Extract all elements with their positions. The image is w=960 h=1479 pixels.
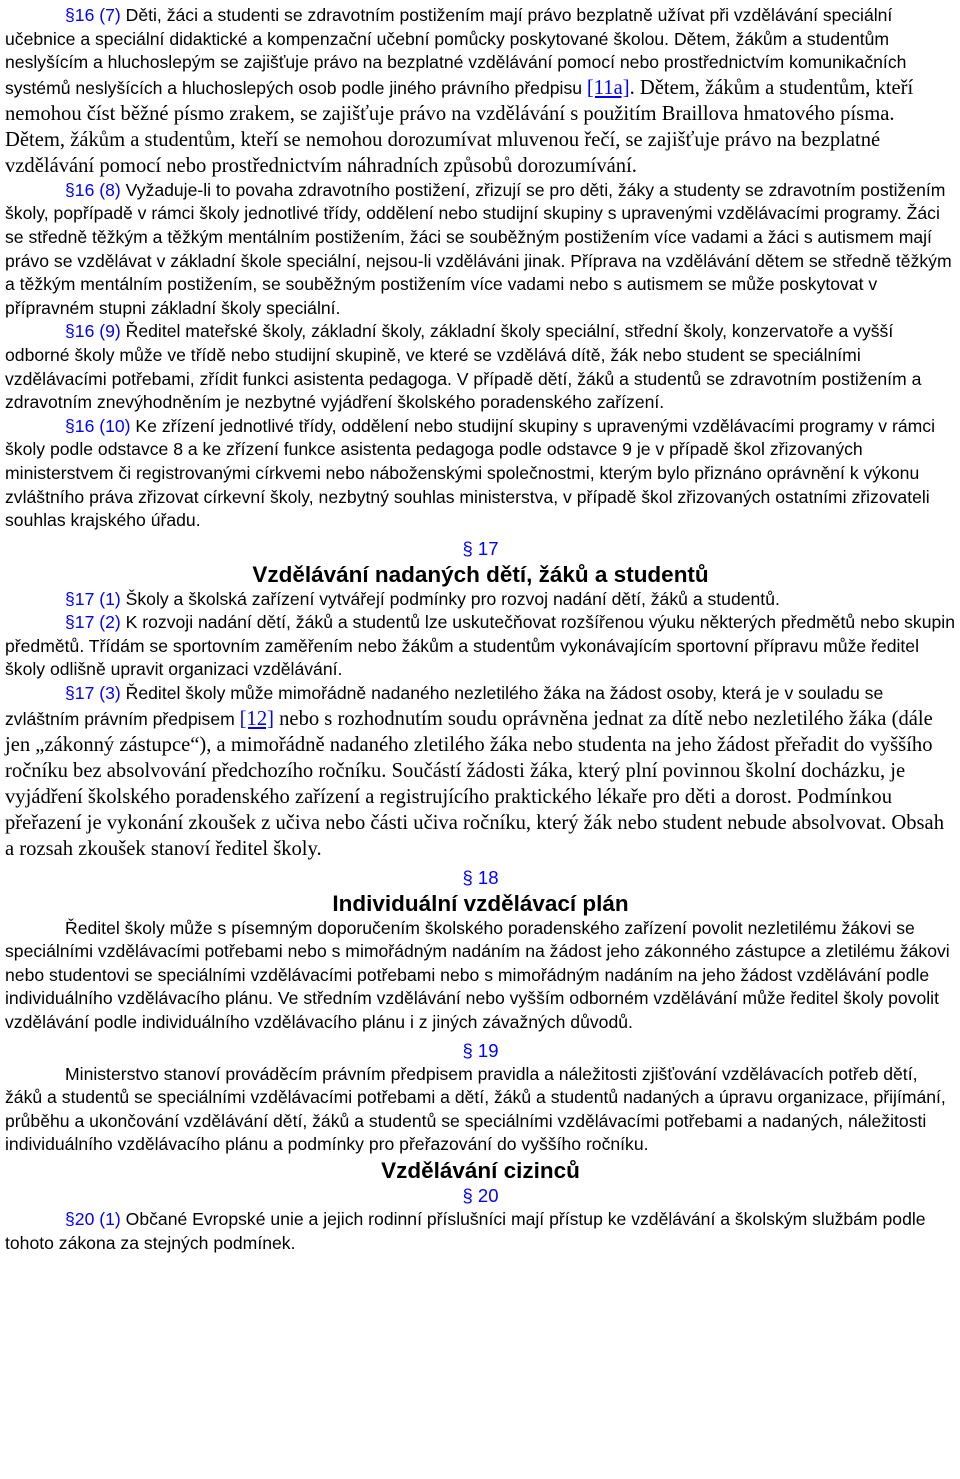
paragraph-text: Ředitel mateřské školy, základní školy, základní školy speciální, střední školy, konzervatoře a vyšší odborné školy může ve třídě nebo studijní skupině, ve které se vzdělává dítě, žák nebo student se speciálními vzdělávacími potřebami, zřídit funkci asistenta pedagoga. V případě dětí, žáků a studentů se zdravotním postižením a zdravotním znevýhodněním je nezbytné vyjádření školského poradenského zařízení. (5, 321, 922, 413)
section-title-20: Vzdělávání cizinců (381, 1158, 580, 1183)
paragraph-text: Občané Evropské unie a jejich rodinní příslušníci mají přístup ke vzdělávání a školským službám podle tohoto zákona za stejných podmínek. (5, 1209, 926, 1253)
paragraph-text: Ministerstvo stanoví prováděcím právním předpisem pravidla a náležitosti zjišťování vzdělávacích potřeb dětí, žáků a studentů se speciálními vzdělávacími potřebami a dětí, žáků a studentů nadaných a úpravu organizace, přijímání, průběhu a ukončování vzdělávání dětí, žáků a studentů se speciálními vzdělávacími potřebami a nadaných, náležitosti individuálního vzdělávacího plánu a podmínky pro přeřazování do vyššího ročníku. (5, 1063, 946, 1155)
paragraph-18 (5, 917, 956, 1035)
section-ref[interactable]: §17 (2) (65, 612, 121, 633)
paragraph-text: Ředitel školy může s písemným doporučením školského poradenského zařízení povolit nezletilému žákovi se speciálními vzdělávacími potřebami nebo s mimořádným nadáním na žádost jeho zákonného zástupce a zletilému žákovi nebo studentovi se speciálními vzdělávacími potřebami nebo s mimořádným nadáním na jeho žádost vzdělávání podle individuálního vzdělávacího plánu. Ve středním vzdělávání nebo vyšším odborném vzdělávání může ředitel školy povolit vzdělávání podle individuálního vzdělávacího plánu i z jiných závažných důvodů. (5, 917, 950, 1033)
paragraph-text: Vyžaduje-li to povaha zdravotního postižení, zřizují se pro děti, žáky a studenty se zdravotním postižením školy, popřípadě v rámci školy jednotlivé třídy, oddělení nebo studijní skupiny s upravenými vzdělávacími programy. Žáci se středně těžkým a těžkým mentálním postižením, žáci se souběžným postižením více vadami a žáci s autismem mají právo se vzdělávat v základní škole speciální, nejsou-li vzděláváni jinak. Příprava na vzdělávání dětem se středně těžkým a těžkým mentálním postižením, se souběžným postižením více vadami nebo s autismem se může poskytovat v přípravném stupni základní školy speciální. (5, 179, 952, 318)
paragraph-text: K rozvoji nadání dětí, žáků a studentů lze uskutečňovat rozšířenou výuku některých předmětů nebo skupin předmětů. Třídám se sportovním zaměřením nebo žákům a studentům vykonávajícím sportovní přípravu může ředitel školy odlišně upravit organizaci vzdělávání. (5, 612, 955, 680)
paragraph-16-7 (5, 4, 956, 179)
paragraph-17-1 (5, 588, 956, 612)
paragraph-text: Ke zřízení jednotlivé třídy, oddělení nebo studijní skupiny s upravenými vzdělávacími programy v rámci školy podle odstavce 8 a ke zřízení funkce asistenta pedagoga podle odstavce 9 je v případě škol zřizovaných ministerstvem či registrovanými církvemi nebo náboženskými společnostmi, kterým bylo přiznáno oprávnění k výkonu zvláštního práva zřizovat církevní školy, nezbytný souhlas ministerstva, v případě škol zřizovaných ostatními zřizovateli souhlas krajského úřadu. (5, 415, 935, 531)
section-ref[interactable]: §16 (9) (65, 321, 121, 342)
section-ref[interactable]: §17 (1) (65, 588, 121, 609)
paragraph-text: Ředitel školy může mimořádně nadaného nezletilého žáka na žádost osoby, která je v souladu se zvláštním právním předpisem (5, 683, 884, 729)
section-title-18: Individuální vzdělávací plán (332, 890, 629, 916)
paragraph-19 (5, 1063, 956, 1157)
section-number-19[interactable]: § 19 (462, 1039, 499, 1061)
paragraph-text: Školy a školská zařízení vytvářejí podmínky pro rozvoj nadání dětí, žáků a studentů. (120, 588, 780, 609)
paragraph-17-2 (5, 611, 956, 682)
footnote-link[interactable]: [12] (239, 707, 274, 730)
section-title-17: Vzdělávání nadaných dětí, žáků a studentů (252, 561, 709, 587)
paragraph-16-9 (5, 320, 956, 414)
section-number-18[interactable]: § 18 (462, 866, 499, 888)
footnote-link[interactable]: [11a] (586, 76, 630, 99)
paragraph-17-3 (5, 682, 956, 862)
section-ref[interactable]: §16 (7) (65, 5, 121, 25)
paragraph-16-10 (5, 415, 956, 533)
section-ref[interactable]: §16 (10) (65, 415, 131, 436)
section-ref[interactable]: §20 (1) (65, 1209, 121, 1229)
paragraph-text-serif: . Dětem, žákům a studentům, kteří nemohou číst běžné písmo zrakem, se zajišťuje právo na vzdělávání s použitím Braillova hmatového písma. Dětem, žákům a studentům, kteří se nemohou dorozumívat mluvenou řečí, se zajišťuje právo na bezplatné vzdělávání pomocí nebo prostřednictvím náhradních způsobů dorozumívání. (5, 76, 914, 177)
paragraph-text: Děti, žáci a studenti se zdravotním postižením mají právo bezplatně užívat při vzdělávání speciální učebnice a speciální didaktické a kompenzační učební pomůcky poskytované školou. Dětem, žákům a studentům neslyšícím a hluchoslepým se zajišťuje právo na bezplatné vzdělávání pomocí nebo prostřednictvím komunikačních systémů neslyšících a hluchoslepých osob podle jiného právního předpisu (5, 5, 907, 98)
section-number-20[interactable]: § 20 (462, 1185, 499, 1206)
paragraph-text-serif: nebo s rozhodnutím soudu oprávněna jednat za dítě nebo nezletilého žáka (dále jen „zákonný zástupce“), a mimořádně nadaného zletilého žáka nebo studenta na jeho žádost přeřadit do vyššího ročníku bez absolvování předchozího ročníku. Součástí žádosti žáka, který plní povinnou školní docházku, je vyjádření školského poradenského zařízení a registrujícího praktického lékaře pro děti a dorost. Podmínkou přeřazení je vykonání zkoušek z učiva nebo části učiva ročníku, který žák nebo student nebude absolvovat. Obsah a rozsah zkoušek stanoví ředitel školy. (5, 707, 944, 860)
section-number-17[interactable]: § 17 (462, 537, 499, 559)
paragraph-20-1 (5, 1208, 956, 1255)
paragraph-16-8 (5, 179, 956, 321)
section-ref[interactable]: §17 (3) (65, 683, 121, 704)
section-ref[interactable]: §16 (8) (65, 179, 121, 200)
